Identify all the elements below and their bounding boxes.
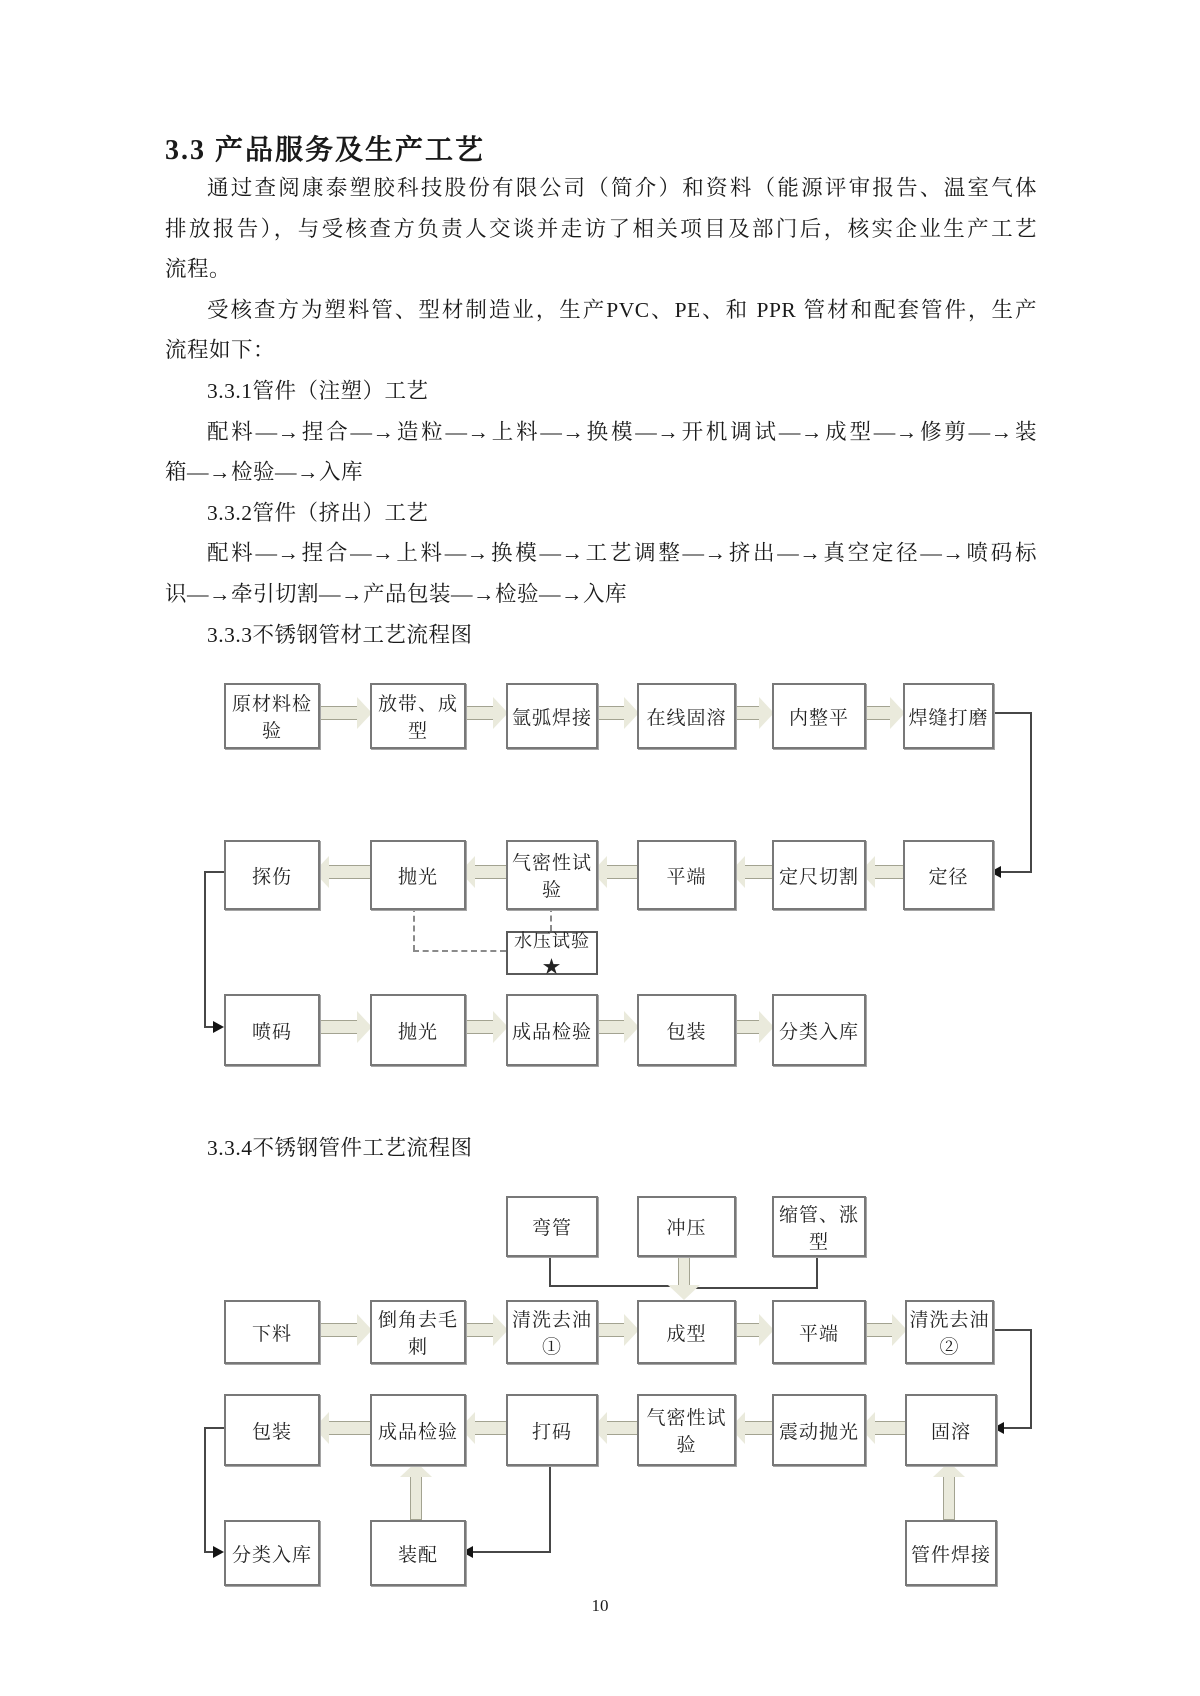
flow-node: 平端 xyxy=(637,840,736,910)
connector-line xyxy=(473,1551,551,1553)
flow-node: 定尺切割 xyxy=(772,840,866,910)
flow-node: 气密性试验 xyxy=(506,840,598,910)
block-arrow-right-icon xyxy=(460,1314,508,1346)
block-arrow-left-icon xyxy=(860,1412,907,1444)
body-line: 识—→牵引切割—→产品包装—→检验—→入库 xyxy=(165,581,628,606)
block-arrow-left-icon xyxy=(314,856,372,888)
flow-node: 在线固溶 xyxy=(637,683,736,749)
block-arrow-right-icon xyxy=(730,1314,774,1346)
arrowhead-right-icon xyxy=(213,1021,224,1033)
block-arrow-right-icon xyxy=(592,697,639,729)
flow-node-water-pressure-test: 水压试验★ xyxy=(506,931,598,975)
flow-node: 抛光 xyxy=(370,840,466,910)
block-arrow-left-icon xyxy=(860,856,905,888)
block-arrow-right-icon xyxy=(860,1314,907,1346)
connector-line xyxy=(1030,712,1032,873)
block-arrow-right-icon xyxy=(314,1011,372,1043)
block-arrow-left-icon xyxy=(460,856,508,888)
connector-line xyxy=(1004,1427,1032,1429)
subsection-334-heading: 3.3.4不锈钢管件工艺流程图 xyxy=(207,1136,473,1160)
block-arrow-right-icon xyxy=(314,1314,372,1346)
connector-line xyxy=(549,1285,678,1287)
connector-line xyxy=(695,1287,817,1289)
block-arrow-up-icon xyxy=(933,1462,965,1520)
body-line: 配料—→捏合—→上料—→换模—→工艺调整—→挤出—→真空定径—→喷码标 xyxy=(207,541,1037,566)
flow-node: 气密性试验 xyxy=(637,1394,736,1466)
flow-node: 平端 xyxy=(772,1300,866,1364)
block-arrow-right-icon xyxy=(592,1314,639,1346)
flow-node: 放带、成型 xyxy=(370,683,466,749)
body-line: 箱—→检验—→入库 xyxy=(165,460,364,485)
block-arrow-right-icon xyxy=(860,697,905,729)
block-arrow-down-icon xyxy=(668,1253,700,1300)
subsection-333-heading: 3.3.3不锈钢管材工艺流程图 xyxy=(207,622,473,647)
body-text xyxy=(165,168,1037,655)
connector-line xyxy=(1030,1329,1032,1429)
block-arrow-right-icon xyxy=(314,697,372,729)
flow-node: 冲压 xyxy=(637,1196,736,1257)
block-arrow-left-icon xyxy=(314,1412,372,1444)
flow-node: 定径 xyxy=(903,840,994,910)
connector-line xyxy=(204,1427,206,1553)
flow-node: 内整平 xyxy=(772,683,866,749)
flow-node: 装配 xyxy=(370,1520,466,1586)
connector-line xyxy=(204,871,206,1028)
flow-node: 喷码 xyxy=(224,994,320,1066)
flow-node: 包装 xyxy=(224,1394,320,1466)
block-arrow-right-icon xyxy=(460,1011,508,1043)
flow-node: 管件焊接 xyxy=(905,1520,997,1586)
subsection-332-heading: 3.3.2管件（挤出）工艺 xyxy=(207,500,429,525)
flow-node: 分类入库 xyxy=(224,1520,320,1586)
connector-line xyxy=(816,1253,818,1289)
flow-node: 清洗去油① xyxy=(506,1300,598,1364)
page-number: 10 xyxy=(591,1596,609,1615)
section-heading: 3.3 产品服务及生产工艺 xyxy=(165,135,486,166)
flow-node: 清洗去油② xyxy=(905,1300,994,1364)
block-arrow-right-icon xyxy=(730,1011,774,1043)
block-arrow-right-icon xyxy=(592,1011,639,1043)
dashed-connector xyxy=(413,950,506,952)
flow-node: 缩管、涨型 xyxy=(772,1196,866,1257)
flow-node: 固溶 xyxy=(905,1394,997,1466)
body-line: 排放报告），与受核查方负责人交谈并走访了相关项目及部门后，核实企业生产工艺 xyxy=(165,216,1037,241)
body-line: 受核查方为塑料管、型材制造业，生产PVC、PE、和 PPR 管材和配套管件，生产 xyxy=(207,297,1037,322)
flow-node: 包装 xyxy=(637,994,736,1066)
flow-node: 震动抛光 xyxy=(772,1394,866,1466)
flow-node: 成品检验 xyxy=(370,1394,466,1466)
flow-node: 分类入库 xyxy=(772,994,866,1066)
flow-node: 氩弧焊接 xyxy=(506,683,598,749)
flow-node: 成品检验 xyxy=(506,994,598,1066)
connector-line xyxy=(549,1462,551,1553)
block-arrow-right-icon xyxy=(730,697,774,729)
connector-line xyxy=(204,1427,224,1429)
flow-node: 抛光 xyxy=(370,994,466,1066)
body-line: 通过查阅康泰塑胶科技股份有限公司（简介）和资料（能源评审报告、温室气体 xyxy=(207,176,1037,200)
subsection-331-heading: 3.3.1管件（注塑）工艺 xyxy=(207,378,429,403)
arrowhead-right-icon xyxy=(213,1546,224,1558)
connector-line xyxy=(990,712,1032,714)
dashed-connector xyxy=(413,906,415,951)
flow-node: 弯管 xyxy=(506,1196,598,1257)
body-line: 配料—→捏合—→造粒—→上料—→换模—→开机调试—→成型—→修剪—→装 xyxy=(207,419,1037,444)
flow-node: 下料 xyxy=(224,1300,320,1364)
body-line: 流程。 xyxy=(165,257,232,282)
flow-node: 打码 xyxy=(506,1394,598,1466)
block-arrow-left-icon xyxy=(592,1412,639,1444)
flow-node: 倒角去毛刺 xyxy=(370,1300,466,1364)
body-line: 流程如下： xyxy=(165,338,276,363)
flow-node: 原材料检验 xyxy=(224,683,320,749)
connector-line xyxy=(204,871,224,873)
block-arrow-right-icon xyxy=(460,697,508,729)
block-arrow-left-icon xyxy=(730,856,774,888)
flow-node: 成型 xyxy=(637,1300,736,1364)
connector-line xyxy=(549,1253,551,1287)
flow-node: 焊缝打磨 xyxy=(903,683,994,749)
flow-node: 探伤 xyxy=(224,840,320,910)
connector-line xyxy=(990,1329,1032,1331)
block-arrow-left-icon xyxy=(592,856,639,888)
connector-line xyxy=(1001,871,1032,873)
block-arrow-left-icon xyxy=(730,1412,774,1444)
block-arrow-up-icon xyxy=(400,1462,432,1520)
block-arrow-left-icon xyxy=(460,1412,508,1444)
